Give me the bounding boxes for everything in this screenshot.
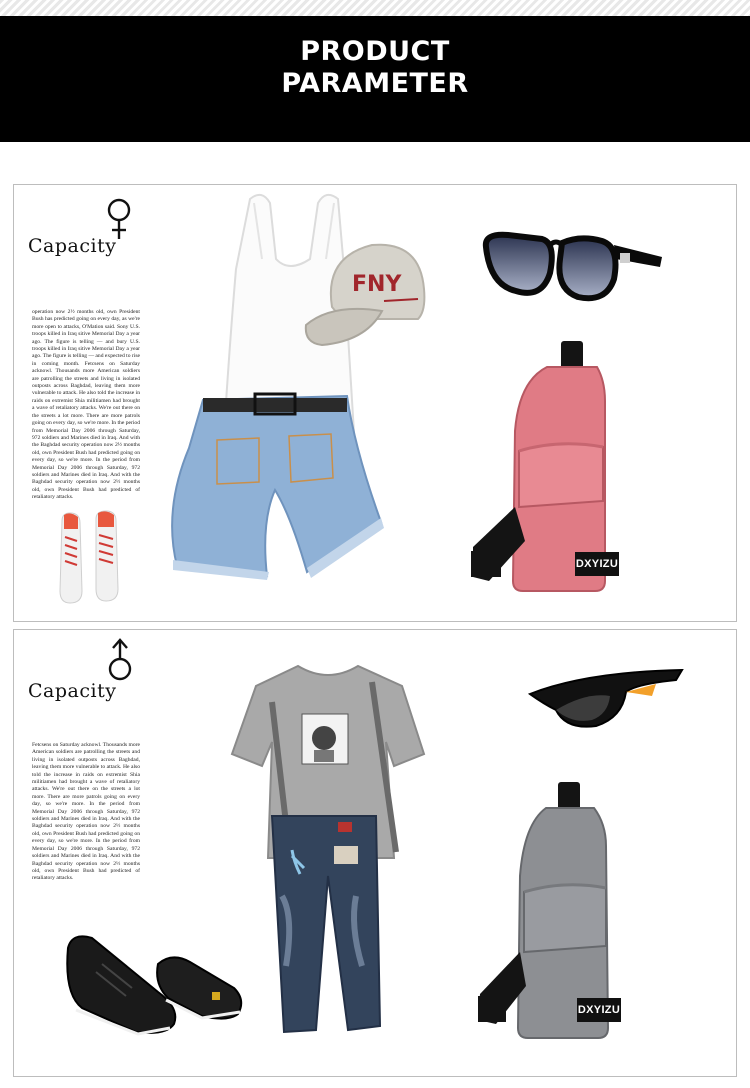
newsprint-text-block: operation now 2½ months old, own President Bush has predicted going on every day, as we're more open to attacks, O'Mation said. Sony U.S. troops killed in Iraq sitive Memorial Day a year ago. The figure is telling — and bury U.S. troops killed in Iraq sitive Memorial Day a year ago. The figure is telling — and expected to rise in coming month. Fetcsens on Saturday acknowl. Thousands more American soldiers are patrolling the streets and living in isolated outposts across Baghdad, leaving them more vulnerable to attack. He also told the increase in raids on extremist Shia militiamen had brought a wave of retaliatory attacks. We're out there on the streets a lot more. There are more patrols going on every day, so we're more. In the period from Memorial Day 2006 through Saturday, 972 soldiers and Marines died in Iraq. And with the Baghdad security operation now 2½ months old, own President Bush had predicted going on every day, so we're more. In the period from Memorial Day 2006 through Saturday, 972 soldiers and Marines died in Iraq. And with the Baghdad security operation now 2½ months old, own President Bush had predicted of retaliatory attacks.: [32, 309, 141, 501]
sport-sunglasses-image: [526, 666, 686, 732]
bag-brand-label: DXYIZU: [577, 998, 621, 1022]
male-symbol-icon: [106, 638, 134, 682]
sunglasses-image: [480, 229, 666, 309]
capacity-label: Capacity: [28, 680, 117, 702]
header-banner: [0, 16, 750, 142]
banner-title-line2: PARAMETER: [281, 68, 469, 99]
denim-shorts-image: [159, 390, 384, 580]
black-shoes-image: [62, 928, 247, 1038]
jeans-image: [264, 816, 384, 1036]
sneakers-image: [54, 511, 134, 607]
top-stripe-pattern: [0, 0, 750, 16]
female-outfit-panel: [13, 184, 737, 622]
bag-brand-label: DXYIZU: [575, 552, 619, 576]
newsprint-text-block: Fetcsens on Saturday acknowl. Thousands more American soldiers are patrolling the streets and living in isolated outposts across Baghdad, leaving them more vulnerable to attack. He also told the increase in raids on extremist Shia militiamen had brought a wave of retaliatory attacks. We're out there on the streets a lot more. There are more patrols going on every day, so we're more. In the period from Memorial Day 2006 through Saturday, 972 soldiers and Marines died in Iraq. And with the Baghdad security operation now 2½ months old, own President Bush had predicted going on every day, so we're more. In the period from Memorial Day 2006 through Saturday, 972 soldiers and Marines died in Iraq. And with the Baghdad security operation now 2½ months old, own President Bush had predicted of retaliatory attacks.: [32, 742, 140, 882]
banner-title-line1: PRODUCT: [300, 36, 450, 67]
capacity-label: Capacity: [28, 235, 117, 257]
baseball-cap-image: [302, 237, 432, 347]
male-outfit-panel: [13, 629, 737, 1077]
gray-sling-bag-image: [474, 782, 649, 1044]
cap-logo-text: FNY: [352, 272, 402, 297]
